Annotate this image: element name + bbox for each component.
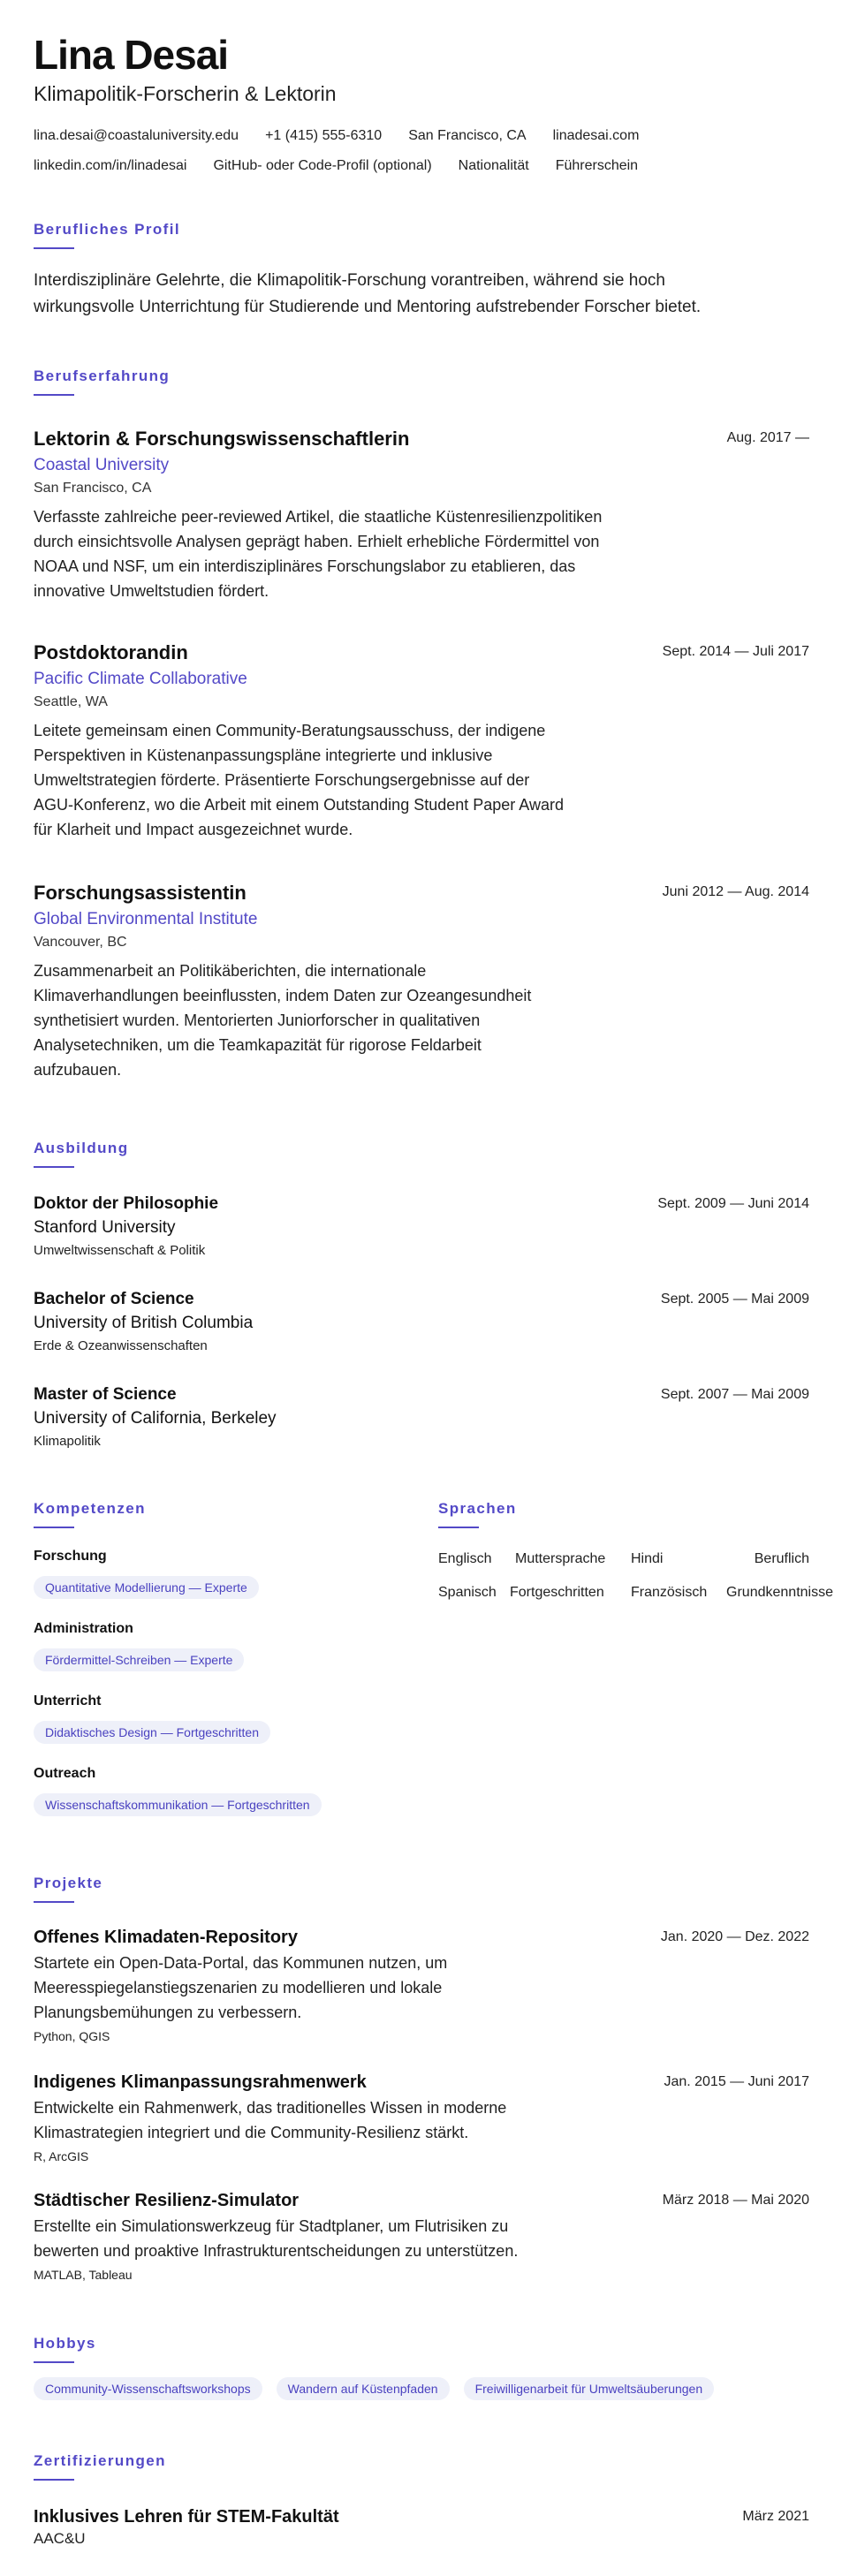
projects-section-header [34,1875,102,1903]
skill-category: Unterricht [34,1693,102,1708]
education-field: Erde & Ozeanwissenschaften [34,1338,208,1353]
language-level: Beruflich [754,1551,809,1566]
project-title: Indigenes Klimanpassungsrahmenwerk [34,2072,367,2092]
project-title: Städtischer Resilienz-Simulator [34,2191,300,2210]
certification-date: März 2021 [742,2509,809,2524]
education-item [34,1290,253,1353]
section-rule [34,1527,74,1528]
project-dates: Jan. 2020 — Dez. 2022 [660,1929,809,1944]
section-title: Zertifizierungen [34,2452,166,2469]
project-tools: Python, QGIS [34,2029,110,2043]
description-line: Klimastrategien integriert und die Community-Resilienz stärkt. [34,2124,469,2141]
education-degree: Bachelor of Science [34,1290,194,1308]
education-field: Klimapolitik [34,1434,101,1449]
job-company: Global Environmental Institute [34,910,258,928]
section-rule [34,1166,74,1168]
skill-pill: Didaktisches Design — Fortgeschritten [34,1721,270,1744]
job-description [34,718,564,842]
section-rule [34,2361,74,2363]
section-title: Ausbildung [34,1140,129,1156]
education-degree: Master of Science [34,1385,177,1404]
project-description [34,2214,518,2263]
job-description [34,504,602,603]
education-section-header [34,1140,128,1168]
education-dates: Sept. 2007 — Mai 2009 [660,1387,809,1402]
section-rule [34,394,74,396]
language-name: Spanisch [438,1585,497,1600]
description-line: Perspektiven in Küstenanpassungspläne integrierte und inklusive [34,746,493,764]
contact-nationality: Nationalität [458,158,529,173]
contact-license: Führerschein [555,158,639,173]
hobby-pill: Community-Wissenschaftsworkshops [34,2377,262,2400]
section-title: Projekte [34,1875,103,1891]
contact-email[interactable]: lina.desai@coastaluniversity.edu [34,128,239,143]
description-line: für Klarheit und Impact ausgezeichnet wurde. [34,821,353,838]
project-description [34,1951,447,2025]
language-level: Fortgeschritten [510,1585,604,1600]
section-rule [34,247,74,249]
description-line: Leitete gemeinsam einen Community-Beratungsausschuss, der indigene [34,722,546,739]
section-title: Hobbys [34,2335,96,2352]
description-line: synthetisiert wurden. Mentorierten Juniorforscher in qualitativen [34,1011,481,1029]
language-name: Englisch [438,1551,492,1566]
language-level: Muttersprache [515,1551,606,1566]
job-location: Vancouver, BC [34,935,127,950]
skill-category: Forschung [34,1549,107,1564]
job-company: Coastal University [34,456,170,474]
job-location: Seattle, WA [34,694,108,709]
contact-phone[interactable]: +1 (415) 555-6310 [265,128,383,143]
language-name: Hindi [631,1551,664,1566]
education-item [34,1194,218,1258]
hobby-pill: Freiwilligenarbeit für Umweltsäuberungen [464,2377,715,2400]
experience-section-header [34,367,170,396]
description-line: aufzubauen. [34,1061,122,1079]
education-dates: Sept. 2009 — Juni 2014 [657,1196,809,1211]
job-title: Postdoktorandin [34,641,188,663]
description-line: Meeresspiegelanstiegszenarien zu modellieren und lokale [34,1979,443,1996]
hobby-list [34,2377,714,2400]
certification-issuer: AAC&U [34,2530,86,2547]
section-rule [34,2479,74,2481]
skill-badge [34,1648,244,1671]
contact-linkedin[interactable]: linkedin.com/in/linadesai [34,158,187,173]
project-dates: Jan. 2015 — Juni 2017 [664,2074,809,2089]
description-line: NOAA und NSF, um ein interdisziplinäres Forschungslabor zu etablieren, das [34,557,576,575]
contact-location: San Francisco, CA [408,128,527,143]
section-rule [34,1901,74,1903]
certifications-section-header [34,2452,166,2481]
skill-pill: Fördermittel-Schreiben — Experte [34,1648,244,1671]
job-dates: Aug. 2017 — [726,430,809,445]
project-item [34,2191,518,2282]
job-description [34,958,531,1082]
description-line: AGU-Konferenz, wo die Arbeit mit einem Outstanding Student Paper Award [34,796,564,814]
contact-website[interactable]: linadesai.com [552,128,640,143]
education-school: University of California, Berkeley [34,1409,277,1428]
project-dates: März 2018 — Mai 2020 [662,2193,809,2208]
description-line: Umweltstrategien förderte. Präsentierte Forschungsergebnisse auf der [34,771,530,789]
profile-section-header [34,221,180,249]
candidate-name: Lina Desai [34,32,229,78]
skill-category: Administration [34,1621,133,1636]
experience-item [34,428,602,603]
profile-summary [34,268,701,321]
experience-item [34,641,564,842]
contact-row-1 [34,128,639,144]
description-line: Analysetechniken, um die Teamkapazität für rigorose Feldarbeit [34,1036,482,1054]
section-title: Berufliches Profil [34,221,180,238]
description-line: Verfasste zahlreiche peer-reviewed Artikel, die staatliche Küstenresilienzpolitiken [34,508,603,526]
skill-badge [34,1793,322,1816]
contact-github[interactable]: GitHub- oder Code-Profil (optional) [213,158,432,173]
project-tools: R, ArcGIS [34,2149,89,2163]
section-title: Kompetenzen [34,1500,146,1517]
project-item [34,2072,506,2163]
job-company: Pacific Climate Collaborative [34,670,247,688]
section-title: Sprachen [438,1500,517,1517]
certification-title: Inklusives Lehren für STEM-Fakultät [34,2507,339,2527]
project-tools: MATLAB, Tableau [34,2268,133,2282]
description-line: Planungsbemühungen zu verbessern. [34,2004,302,2021]
skills-section-header [34,1500,146,1528]
skill-badge [34,1721,270,1744]
language-level: Grundkenntnisse [726,1585,833,1600]
education-school: University of British Columbia [34,1314,254,1332]
languages-section-header [438,1500,517,1528]
description-line: bewerten und proaktive Infrastrukturentscheidungen zu unterstützen. [34,2242,519,2260]
project-item [34,1928,447,2043]
skill-category: Outreach [34,1766,96,1781]
job-title: Lektorin & Forschungswissenschaftlerin [34,428,410,450]
section-rule [438,1527,479,1528]
job-location: San Francisco, CA [34,481,152,496]
language-name: Französisch [631,1585,708,1600]
contact-row-2 [34,158,638,174]
education-school: Stanford University [34,1218,176,1237]
certification-item [34,2507,339,2548]
project-title: Offenes Klimadaten-Repository [34,1928,298,1947]
education-item [34,1385,277,1449]
job-dates: Sept. 2014 — Juli 2017 [662,644,809,659]
description-line: Entwickelte ein Rahmenwerk, das traditionelles Wissen in moderne [34,2099,507,2117]
description-line: innovative Umweltstudien fördert. [34,582,269,600]
hobby-pill: Wandern auf Küstenpfaden [277,2377,450,2400]
project-description [34,2095,506,2145]
skill-badge [34,1576,259,1599]
description-line: Zusammenarbeit an Politikäberichten, die internationale [34,962,427,980]
job-dates: Juni 2012 — Aug. 2014 [662,884,809,899]
education-degree: Doktor der Philosophie [34,1194,219,1213]
candidate-title: Klimapolitik-Forscherin & Lektorin [34,82,337,105]
skill-pill: Wissenschaftskommunikation — Fortgeschritten [34,1793,322,1816]
experience-item [34,882,531,1082]
description-line: Startete ein Open-Data-Portal, das Kommunen nutzen, um [34,1954,448,1972]
description-line: Erstellte ein Simulationswerkzeug für Stadtplaner, um Flutrisiken zu [34,2217,509,2235]
hobbies-section-header [34,2335,96,2363]
section-title: Berufserfahrung [34,367,171,384]
education-field: Umweltwissenschaft & Politik [34,1243,206,1258]
education-dates: Sept. 2005 — Mai 2009 [660,1292,809,1307]
job-title: Forschungsassistentin [34,882,247,904]
description-line: Klimaverhandlungen beeinflussten, indem Daten zur Ozeangesundheit [34,987,532,1004]
profile-line: wirkungsvolle Unterrichtung für Studierende und Mentoring aufstrebender Forscher bietet. [34,298,702,316]
description-line: durch einsichtsvolle Analysen geprägt haben. Erhielt erhebliche Fördermittel von [34,533,600,550]
profile-line: Interdisziplinäre Gelehrte, die Klimapolitik-Forschung vorantreiben, während sie hoch [34,271,665,290]
skill-pill: Quantitative Modellierung — Experte [34,1576,259,1599]
